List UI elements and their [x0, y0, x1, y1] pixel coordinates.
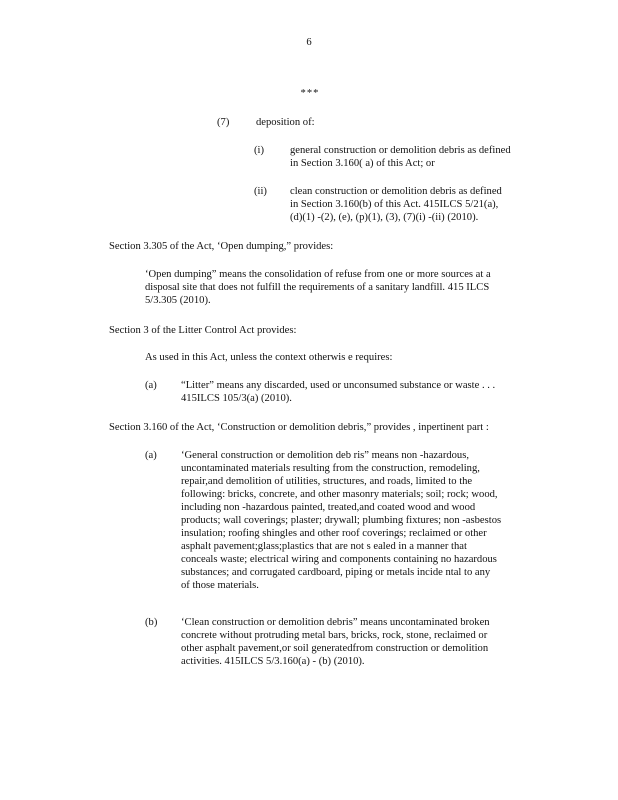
litter-intro: Section 3 of the Litter Control Act provides: — [109, 325, 297, 336]
text-line: 415ILCS 105/3(a) (2010). — [181, 393, 292, 404]
text-line: of those materials. — [181, 580, 259, 591]
cdd-intro: Section 3.160 of the Act, ‘Construction or demolition debris,” provides , inpertinent part : — [109, 422, 489, 433]
text-line: in Section 3.160( a) of this Act; or — [290, 158, 435, 169]
text-line: ‘General construction or demolition deb ris” means non -hazardous, — [181, 450, 470, 461]
text-line: other asphalt pavement,or soil generatedfrom construction or demolition — [181, 643, 489, 654]
cdd-item-b-text — [181, 616, 537, 668]
item-7-lead: deposition of: — [256, 117, 315, 128]
text-line: insulation; roofing shingles and other roof coverings; reclaimed or other — [181, 528, 487, 539]
text-line: ‘Open dumping” means the consolidation of refuse from one or more sources at a — [145, 269, 491, 280]
text-line: (d)(1) -(2), (e), (p)(1), (3), (7)(i) -(ii) (2010). — [290, 212, 479, 223]
open-dumping-intro: Section 3.305 of the Act, ‘Open dumping,” provides: — [109, 241, 334, 252]
open-dumping-quote — [145, 268, 537, 307]
text-line: ‘Clean construction or demolition debris” means uncontaminated broken — [181, 617, 490, 628]
text-line: 5/3.305 (2010). — [145, 295, 211, 306]
text-line: products; wall coverings; plaster; drywall; plumbing fixtures; non -asbestos — [181, 515, 502, 526]
text-line: conceals waste; electrical wiring and components containing no hazardous — [181, 554, 497, 565]
cdd-item-a-label: (a) — [145, 450, 157, 461]
text-line: in Section 3.160(b) of this Act. 415ILCS 5/21(a), — [290, 199, 499, 210]
page-number: 6 — [306, 37, 312, 48]
text-line: general construction or demolition debris as defined — [290, 145, 511, 156]
cdd-item-b-label: (b) — [145, 617, 158, 628]
subitem-ii-text — [290, 185, 536, 224]
text-line: “Litter” means any discarded, used or unconsumed substance or waste . . . — [181, 380, 496, 391]
text-line: including non -hazardous painted, treated,and coated wood and wood — [181, 502, 476, 513]
litter-definition — [181, 379, 537, 405]
item-7-label: (7) — [217, 117, 230, 128]
text-line: asphalt pavement;glass;plastics that are not s ealed in a manner that — [181, 541, 467, 552]
section-separator: *** — [300, 88, 320, 99]
text-line: concrete without protruding metal bars, bricks, rock, stone, reclaimed or — [181, 630, 488, 641]
text-line: clean construction or demolition debris as defined — [290, 186, 502, 197]
litter-usage: As used in this Act, unless the context otherwis e requires: — [145, 352, 393, 363]
cdd-item-a-text — [181, 449, 537, 592]
text-line: substances; and corrugated cardboard, piping or metals incide ntal to any — [181, 567, 491, 578]
subitem-i-label: (i) — [254, 145, 264, 156]
text-line: following: bricks, concrete, and other masonry materials; soil; rock; wood, — [181, 489, 498, 500]
text-line: uncontaminated materials resulting from the construction, remodeling, — [181, 463, 480, 474]
text-line: activities. 415ILCS 5/3.160(a) - (b) (2010). — [181, 656, 365, 667]
litter-item-label: (a) — [145, 380, 157, 391]
subitem-i-text — [290, 144, 536, 170]
text-line: repair,and demolition of utilities, structures, and roads, limited to the — [181, 476, 473, 487]
text-line: disposal site that does not fulfill the requirements of a sanitary landfill. 415 ILCS — [145, 282, 490, 293]
subitem-ii-label: (ii) — [254, 186, 267, 197]
